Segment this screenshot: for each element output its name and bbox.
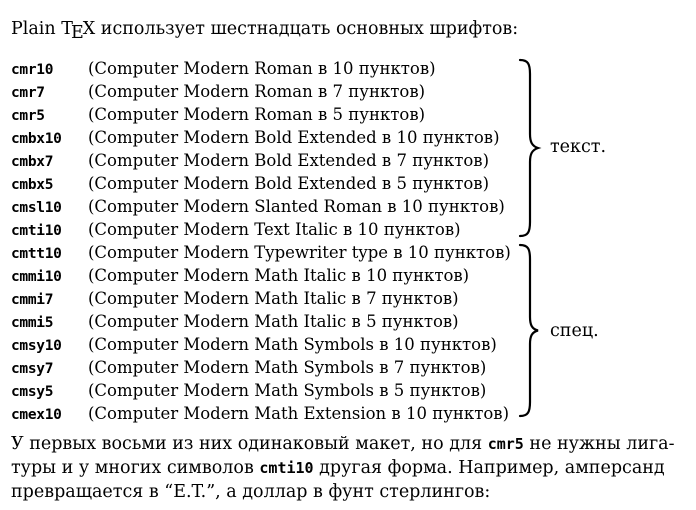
- font-row-cmmi10: [11, 264, 511, 287]
- font-code: cmr10: [11, 62, 54, 78]
- font-code: cmr5: [11, 108, 45, 124]
- inline-code: cmti10: [259, 459, 314, 477]
- font-row-cmsy7: [11, 356, 511, 379]
- font-code: cmtt10: [11, 246, 62, 262]
- font-code: cmr7: [11, 85, 45, 101]
- intro-rest: использует шестнадцать основных шрифтов:: [100, 19, 519, 39]
- intro-plain: Plain: [11, 19, 56, 39]
- font-code: cmex10: [11, 407, 62, 423]
- font-description: (Computer Modern Bold Extended в 7 пунктов): [88, 151, 490, 170]
- font-row-cmsy5: [11, 379, 511, 402]
- font-code: cmti10: [11, 223, 62, 239]
- font-row-cmbx7: [11, 149, 511, 172]
- paragraph-text: туры и у многих символов: [11, 458, 254, 478]
- font-row-cmmi5: [11, 310, 511, 333]
- paragraph-text: У первых восьми из них одинаковый макет, но для: [11, 434, 483, 454]
- text-fonts-brace: [512, 58, 542, 238]
- font-description: (Computer Modern Math Italic в 5 пунктов): [88, 312, 459, 331]
- explanation-paragraph: [11, 432, 687, 504]
- font-row-cmr10: [11, 57, 511, 80]
- tex-logo-t: T: [61, 19, 73, 39]
- font-description: (Computer Modern Bold Extended в 5 пунктов): [88, 174, 490, 193]
- font-description: (Computer Modern Math Extension в 10 пунктов): [88, 404, 510, 423]
- font-code: cmsy7: [11, 361, 54, 377]
- paragraph-text: другая форма. Например, амперсанд: [319, 458, 665, 478]
- font-row-cmti10: [11, 218, 511, 241]
- font-row-cmr7: [11, 80, 511, 103]
- font-code: cmmi7: [11, 292, 54, 308]
- special-group-label: спец.: [550, 321, 599, 341]
- font-code: cmbx5: [11, 177, 54, 193]
- font-row-cmmi7: [11, 287, 511, 310]
- font-row-cmsy10: [11, 333, 511, 356]
- tex-logo-e: E: [70, 23, 84, 43]
- font-description: (Computer Modern Math Italic в 10 пунктов): [88, 266, 470, 285]
- paragraph-text: не нужны лига-: [529, 434, 675, 454]
- paragraph-line-3: превращается в “E.T.”, а доллар в фунт стерлингов:: [11, 482, 491, 502]
- font-code: cmsy5: [11, 384, 54, 400]
- font-description: (Computer Modern Typewriter type в 10 пунктов): [88, 243, 511, 262]
- font-description: (Computer Modern Slanted Roman в 10 пунктов): [88, 197, 505, 216]
- intro-line: [11, 17, 518, 41]
- font-row-cmex10: [11, 402, 511, 425]
- font-code: cmmi10: [11, 269, 62, 285]
- font-description: (Computer Modern Bold Extended в 10 пунктов): [88, 128, 500, 147]
- font-row-cmsl10: [11, 195, 511, 218]
- font-code: cmbx10: [11, 131, 62, 147]
- font-row-cmbx5: [11, 172, 511, 195]
- text-group-label: текст.: [550, 137, 607, 157]
- font-description: (Computer Modern Math Symbols в 5 пунктов): [88, 381, 487, 400]
- font-row-cmtt10: [11, 241, 511, 264]
- tex-logo-x: X: [82, 19, 96, 39]
- font-list: [11, 57, 511, 425]
- font-code: cmmi5: [11, 315, 54, 331]
- font-description: (Computer Modern Roman в 7 пунктов): [88, 82, 426, 101]
- font-row-cmr5: [11, 103, 511, 126]
- inline-code: cmr5: [487, 435, 524, 453]
- font-code: cmbx7: [11, 154, 54, 170]
- special-fonts-brace: [512, 243, 542, 418]
- font-description: (Computer Modern Math Symbols в 10 пунктов): [88, 335, 497, 354]
- font-code: cmsy10: [11, 338, 62, 354]
- font-code: cmsl10: [11, 200, 62, 216]
- tex-logo: [61, 19, 96, 43]
- paragraph-line-2: [11, 456, 687, 480]
- font-description: (Computer Modern Math Italic в 7 пунктов): [88, 289, 459, 308]
- font-description: (Computer Modern Text Italic в 10 пунктов): [88, 220, 461, 239]
- font-description: (Computer Modern Roman в 5 пунктов): [88, 105, 426, 124]
- font-description: (Computer Modern Math Symbols в 7 пунктов): [88, 358, 487, 377]
- font-description: (Computer Modern Roman в 10 пунктов): [88, 59, 436, 78]
- paragraph-line-1: [11, 432, 687, 456]
- font-row-cmbx10: [11, 126, 511, 149]
